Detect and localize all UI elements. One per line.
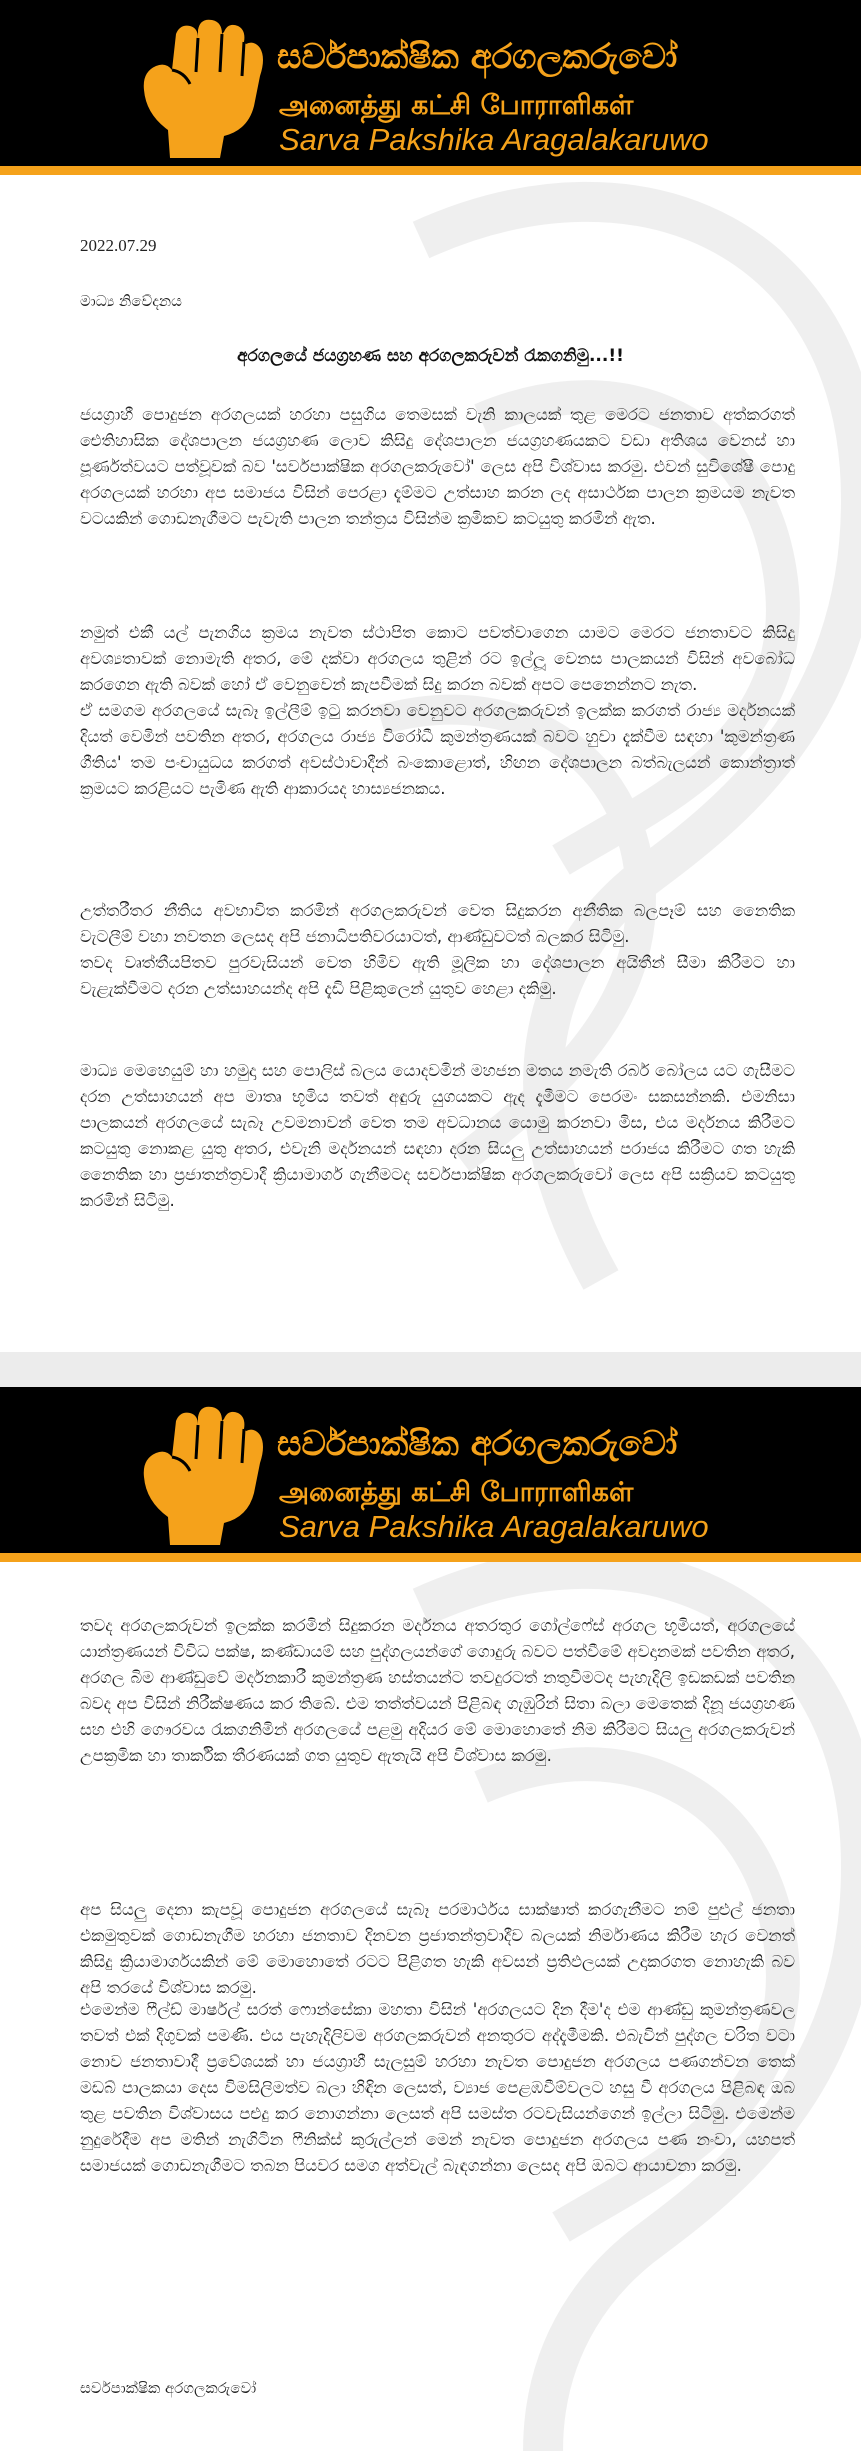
brand-title-sinhala: සර්වපාක්ෂික අරගලකරුවෝ (277, 37, 678, 77)
media-release-label: මාධ්‍ය නිවේදනය (80, 292, 182, 310)
paragraph: මාධ්‍ය මෙහෙයුම් හා හමුදා සහ පොලිස් බලය යොදවමින් මහජන මතය නමැති රබර් බෝලය යට ගැසීමට දරන උත්සාහයන් අප මාතෘ භූමිය තවත් අඳුරු යුගයකට ඇද දැමීමට පෙරමං සකසන්නකි. එමනිසා පාලකයන් අරගලයේ සැබෑ උවමනාවන් වෙත තම අවධානය යොමු කරනවා මිස, එය මර්දනය කිරීමට කටයුතු නොකළ යුතු අතර, එවැනි මර්දනයන් සඳහා දරන සියලු උත්සාහයන් පරාජය කිරීමට ගත හැකි නෛතික හා ප්‍රජාතන්ත්‍රවාදී ක්‍රියාමාර්ග ගැනීමටද සර්වපාක්ෂික අරගලකරුවෝ ලෙස අපි සක්‍රියව කටයුතු කරමින් සිටිමු. (80, 1061, 795, 1210)
signature: සර්වපාක්ෂික අරගලකරුවෝ (80, 2379, 257, 2397)
banner-stripe (0, 166, 861, 175)
raised-fist-icon (128, 1397, 280, 1547)
brand-title-tamil: அனைத்து கட்சி போராளிகள் (279, 1477, 634, 1508)
header-banner (0, 0, 861, 166)
paragraph: අප සියලු දෙනා කැපවූ පොදුජන අරගලයේ සැබෑ පරමාර්ථය සාක්ෂාත් කරගැනීමට නම් පුළුල් ජනතා එකමුතුවක් ගොඩනැගීම හරහා ජනතාව දිනවන ප්‍රජාතන්ත්‍රවාදීව බලයක් නිර්මාණය කිරීම හැර වෙනත් කිසිදු ක්‍රියාමාර්ගයකින් මේ මොහොතේ රටට පිළිගත හැකි අවසන් ප්‍රතිඵලයක් උදාකරගත නොහැකි බව අපි තරයේ විශ්වාස කරමු. (80, 1900, 795, 1997)
brand-title-english: Sarva Pakshika Aragalakaruwo (279, 122, 709, 157)
banner-stripe (0, 1553, 861, 1562)
paragraph: තවද අරගලකරුවන් ඉලක්ක කරමින් සිදුකරන මර්දනය අතරතුර ගෝල්ෆේස් අරගල භූමියත්, අරගලයේ යාන්ත්‍රණයන් විවිධ පක්ෂ, කණ්ඩායම් සහ පුද්ගලයන්ගේ ගොදුරු බවට පත්වීමේ අවදානමක් පවතින අතර, අරගල බිම ආණ්ඩුවේ මර්දනකාරී කුමන්ත්‍රණ හස්තයන්ට තවදුරටත් නතුවීමටද පැහැදිලි ඉඩකඩක් පවතින බවද අප විසින් නිරීක්ෂණය කර තිබේ. එම තත්ත්වයන් පිළිබඳ ගැඹුරින් සිතා බලා මෙතෙක් දිනූ ජයග්‍රහණ සහ එහි ගෞරවය රැකගනිමින් අරගලයේ පළමු අදියර මේ මොහොතේ නිම කිරීමට සියලු අරගලකරුවන් උපක්‍රමික හා තාර්කික තීරණයක් ගත යුතුව ඇතැයි අපි විශ්වාස කරමු. (80, 1616, 795, 1765)
header-banner (0, 1387, 861, 1553)
letter-headline: අරගලයේ ජයග්‍රහණ සහ අරගලකරුවන් රැකගනිමු...!! (237, 346, 624, 366)
brand-title-sinhala: සර්වපාක්ෂික අරගලකරුවෝ (277, 1424, 678, 1464)
letter-page-2 (0, 1387, 861, 2451)
paragraph: ජයග්‍රාහී පොදුජන අරගලයක් හරහා පසුගිය තෙමසක් වැනි කාලයක් තුළ මෙරට ජනතාව අත්කරගත් ඓතිහාසික දේශපාලන ජයග්‍රහණ ලොව කිසිදු දේශපාලන ජයග්‍රහණයකට වඩා අතිශය වෙනස් හා පූර්ණත්වයට පත්වූවක් බව 'සර්වපාක්ෂික අරගලකරුවෝ' ලෙස අපි විශ්වාස කරමු. එවන් සුවිශේෂී පොදු අරගලයක් හරහා අප සමාජය විසින් පෙරළා දැම්මට උත්සාහ කරන ලද අසාර්ථක පාලන ක්‍රමයම නැවත වටයකින් ගොඩනැගීමට පැවැති පාලන තන්ත්‍රය විසින්ම ක්‍රමිකව කටයුතු කරමින් ඇත. (80, 405, 795, 528)
brand-title-tamil: அனைத்து கட்சி போராளிகள் (279, 90, 634, 121)
letter-date: 2022.07.29 (80, 236, 157, 255)
brand-title-english: Sarva Pakshika Aragalakaruwo (279, 1509, 709, 1544)
paragraph: උත්තරීතර නීතිය අවභාවිත කරමින් අරගලකරුවන් වෙත සිදුකරන අනීතික බලපෑම් සහ නෛතික වැටලීම් වහා නවතන ලෙසද අපි ජනාධිපතිවරයාටත්, ආණ්ඩුවටත් බලකර සිටිමු. තවද වෘත්තීයපිතව පුරවැසියන් වෙත හිමිව ඇති මූලික හා දේශපාලන අයිතීන් සීමා කිරීමට හා වැළැක්වීමට දරන උත්සාහයන්ද අපි දැඩි පිළිකුලෙන් යුතුව හෙළා දකිමු. (80, 901, 795, 998)
paragraph: එමෙන්ම ෆීල්ඩ් මාර්ෂල් සරත් ෆොන්සේකා මහතා විසින් 'අරගලයට දින දීම'ද එම ආණ්ඩු කුමන්ත්‍රණවල තවත් එක් දිගුවක් පමණි. එය පැහැදිලිවම අරගලකරුවන් අනතුරට අද්දැමීමකි. එබැවින් පුද්ගල චරිත වටා නොව ජනතාවාදී ප්‍රවේශයක් හා ජයග්‍රාහී සැලසුම් හරහා නැවත පොදුජන අරගලය පණගන්වන තෙක් මඩබ් පාලකයා දෙස විමසිලිමත්ව බලා හිඳින ලෙසත්, ව්‍යාජ පෙළඹවීම්වලට හසු වී අරගලය පිළිබඳ ඔබ තුළ පවතින විශ්වාසය පළුදු කර නොගන්නා ලෙසත් අපි සමස්ත රටවැසියන්ගෙන් ඉල්ලා සිටිමු. එමෙන්ම නුදුරේදීම අප මතින් නැගිටින ෆීනික්ස් කුරුල්ලන් මෙන් නැවත පොදුජන අරගලය පණ නංවා, යහපත් සමාජයක් ගොඩනැගීමට තබන පියවර සමග අත්වැල් බැඳගන්නා ලෙසද අපි ඔබට ආයාචනා කරමු. (80, 2000, 795, 2175)
paragraph: නමුත් එකී යල් පැනගිය ක්‍රමය නැවත ස්ථාපිත කොට පවත්වාගෙන යාමට මෙරට ජනතාවට කිසිදු අවශ්‍යතාවක් නොමැති අතර, මේ දක්වා අරගලය තුළින් රට ඉල්ලූ වෙනස පාලකයන් විසින් අවබෝධ කරගෙන ඇති බවක් හෝ ඒ වෙනුවෙන් කැපවීමක් සිදු කරන බවක් අපට පෙනෙන්නට නැත. ඒ සමගම අරගලයේ සැබෑ ඉල්ලීම් ඉටු කරනවා වෙනුවට අරගලකරුවන් ඉලක්ක කරගත් රාජ්‍ය මර්දනයක් දියත් වෙමින් පවතින අතර, අරගලය රාජ්‍ය විරෝධී කුමන්ත්‍රණයක් බවට හුවා දැක්වීම සඳහා 'කුමන්ත්‍රණ ගීතිය' තම පංචායුධය කරගත් අවස්ථාවාදීන් බංකොළොත්, හිඟන දේශපාලන බත්බැලයන් කොන්ත්‍රාත් ක්‍රමයට කරළියට පැමිණ ඇති ආකාරයද හාස්‍යජනකය. (80, 623, 795, 798)
raised-fist-icon (128, 10, 280, 160)
